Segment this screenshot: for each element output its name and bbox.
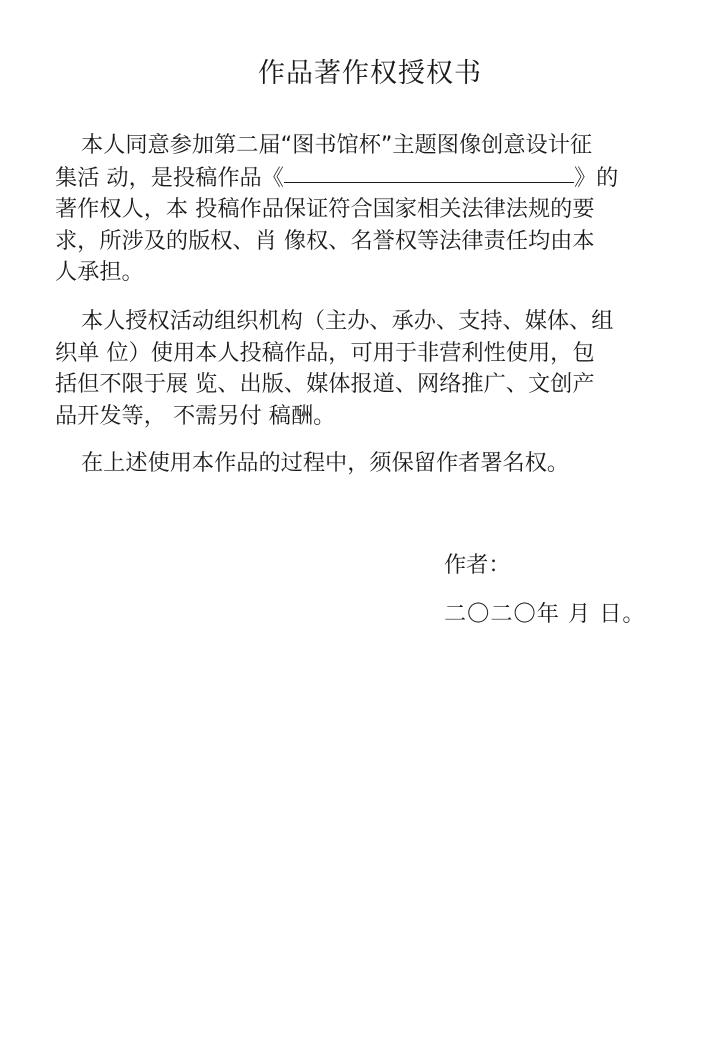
signature-date: 二〇二〇年 月 日。 [444,601,646,627]
paragraph-line: 著作权人，本 投稿作品保证符合国家相关法律法规的要 [55,196,595,222]
paragraph-line: 括但不限于展 览、出版、媒体报道、网络推广、文创产 [55,371,595,397]
work-title-blank[interactable] [284,162,574,183]
work-title-suffix: 》的 [573,164,619,191]
paragraph-authorization [55,306,663,432]
paragraph-line-with-blank [55,162,663,195]
paragraph-line: 本人同意参加第二届“图书馆杯”主题图像创意设计征 [81,132,593,158]
paragraph-line: 求，所涉及的版权、肖 像权、名誉权等法律责任均由本 [55,227,595,254]
paragraph-line: 织单 位）使用本人投稿作品，可用于非营利性使用，包 [55,339,595,366]
paragraph-consent [55,130,663,289]
paragraph-line: 本人授权活动组织机构（主办、承办、支持、媒体、组 [81,308,614,334]
author-signature-label: 作者： [444,552,511,578]
document-title: 作品著作权授权书 [258,58,482,89]
work-title-prefix: 集活 动，是投稿作品《 [55,164,284,191]
paragraph-line: 品开发等， 不需另付 稿酬。 [55,402,336,429]
paragraph-line: 在上述使用本作品的过程中，须保留作者署名权。 [81,450,570,476]
paragraph-attribution [55,448,663,480]
paragraph-line: 人承担。 [55,259,144,285]
